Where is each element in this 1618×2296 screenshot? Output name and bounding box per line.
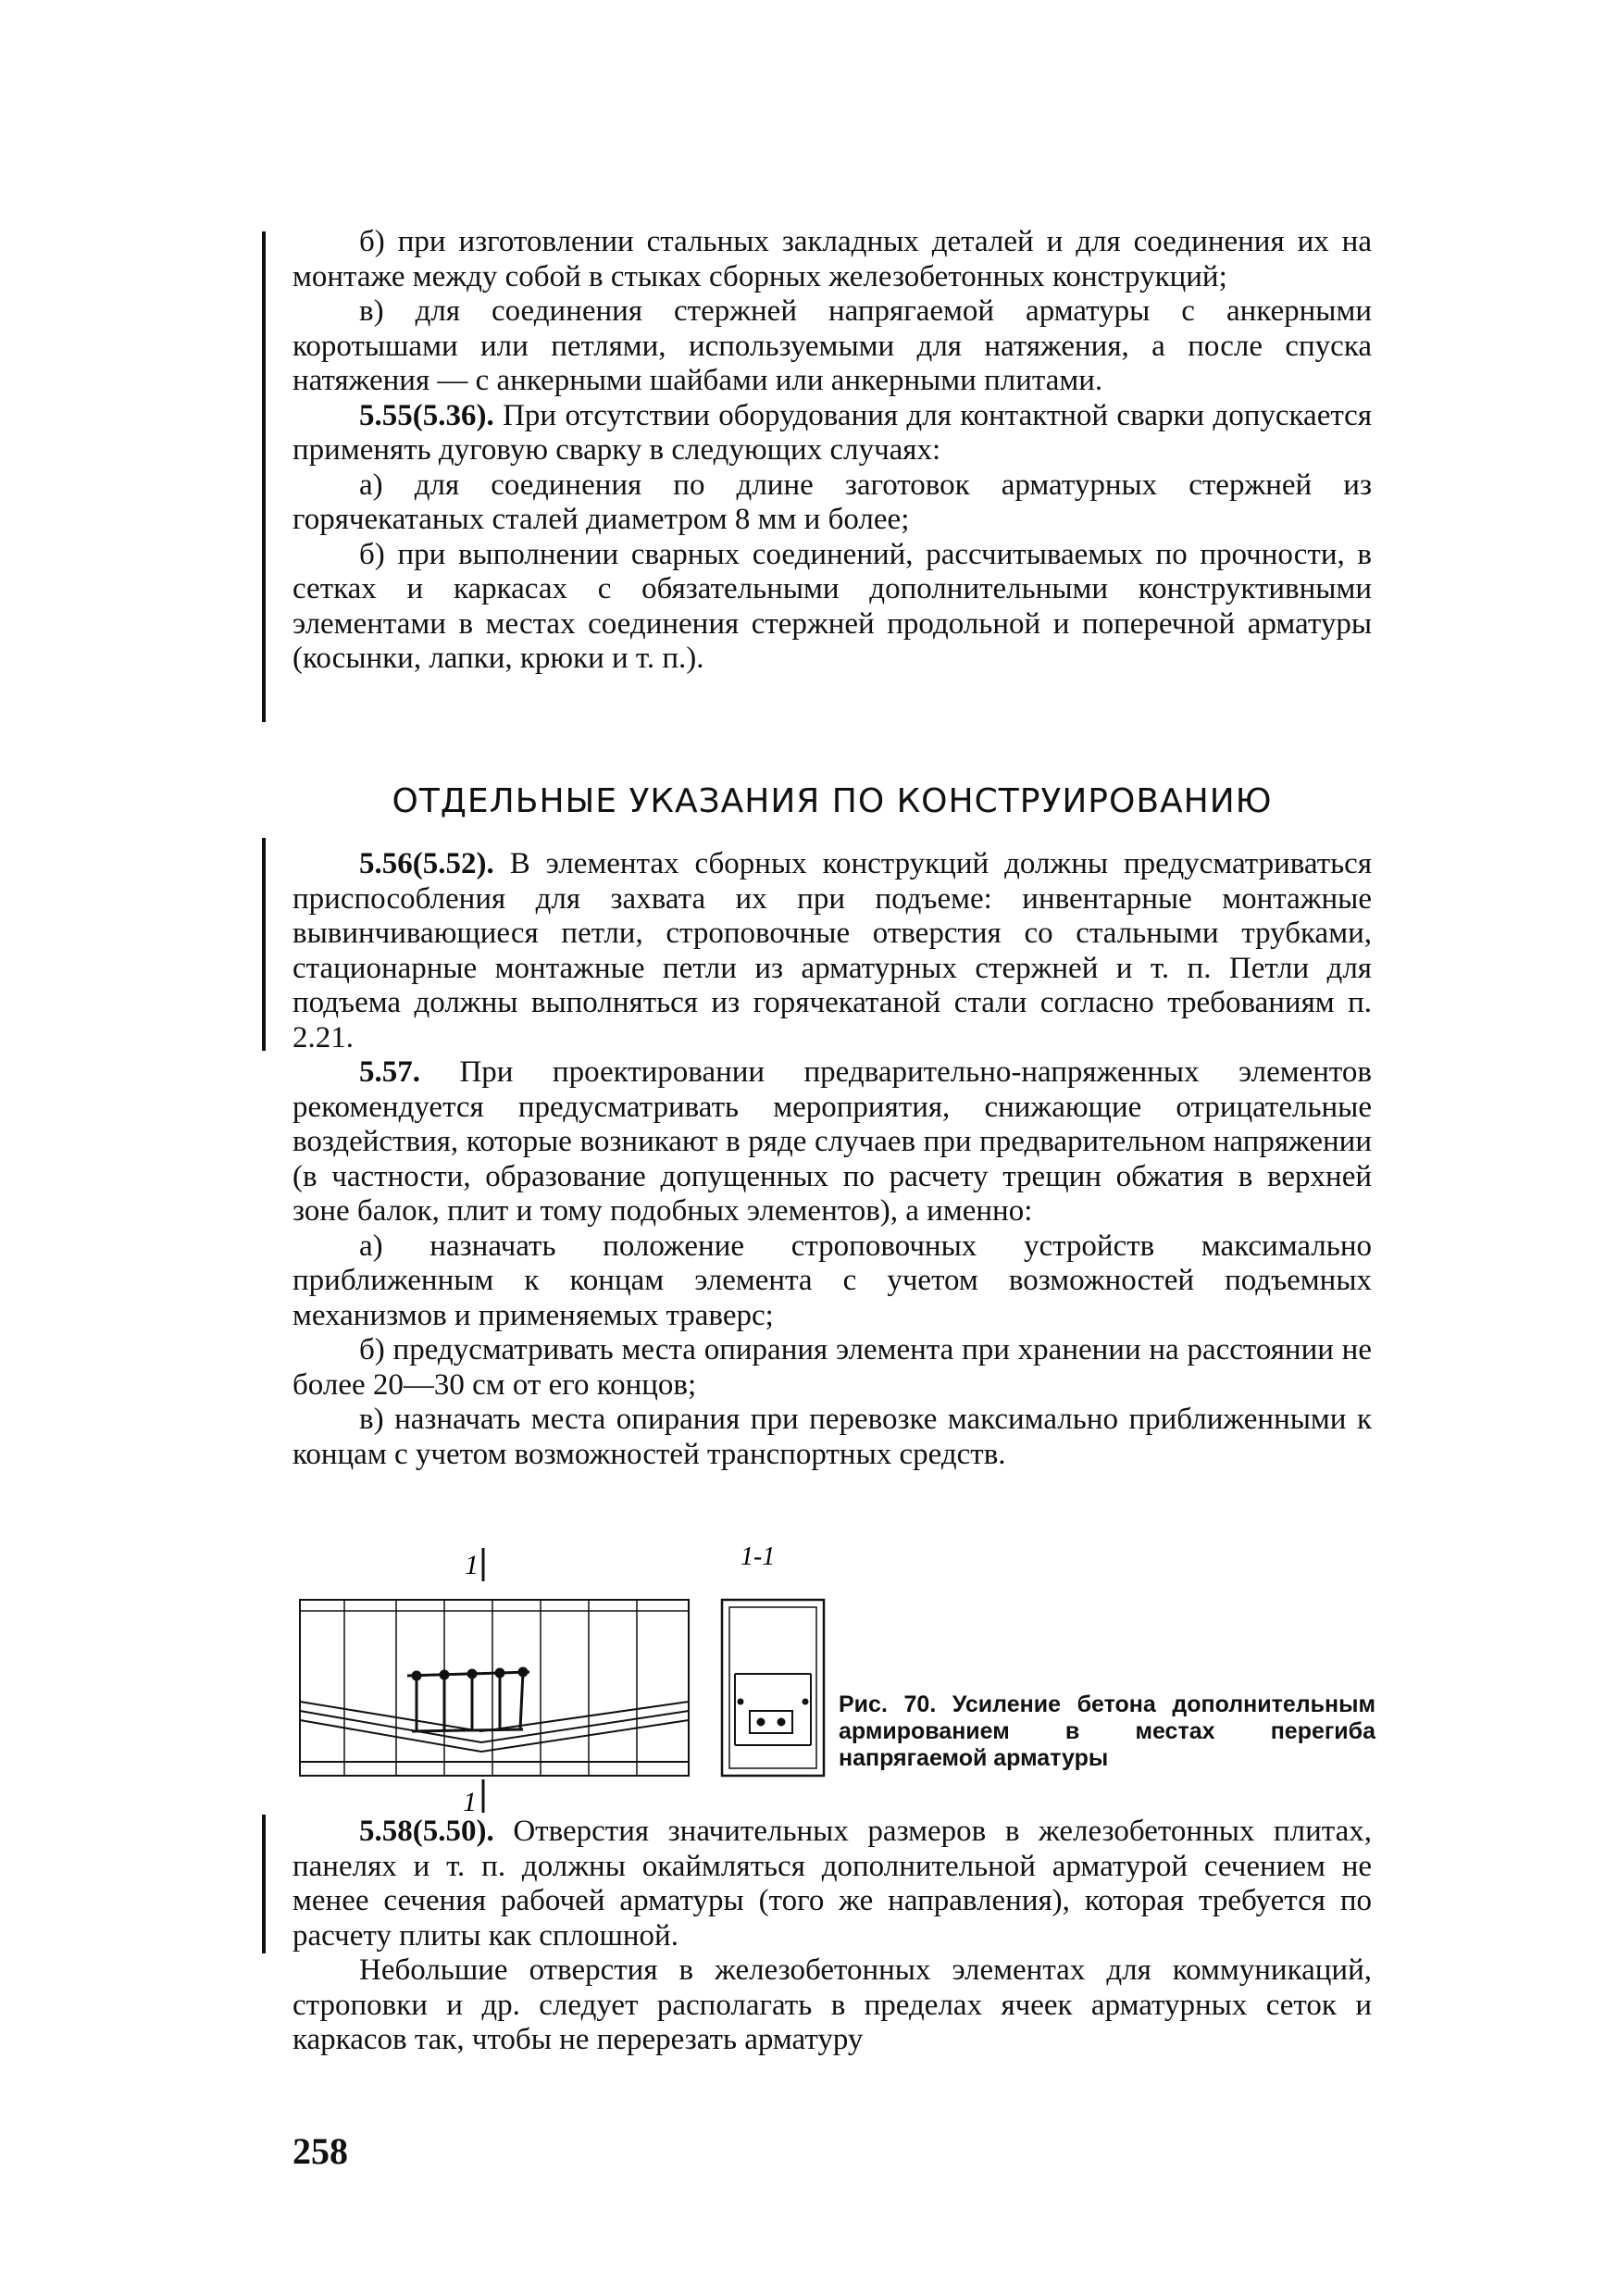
clause-number: 5.58(5.50).: [359, 1815, 494, 1848]
clause-text: При отсутствии оборудования для контактной сварки допускается применять дуговую сварку в следующих случаях:: [292, 398, 1372, 467]
paragraph: [292, 847, 1372, 1055]
paragraph: в) назначать места опирания при перевозке максимально приближенными к концам с учетом возможностей транспортных средств.: [292, 1403, 1372, 1471]
page-number: 258: [292, 2130, 348, 2172]
section-mark-bottom: 1: [463, 1787, 477, 1815]
paragraph: а) назначать положение строповочных устройств максимально приближенным к концам элемента с учетом возможностей подъемных механизмов и применяемых траверс;: [292, 1229, 1372, 1332]
text-block-top: [292, 225, 1372, 677]
clause-text: Отверстия значительных размеров в железобетонных плитах, панелях и т. п. должны окаймляться дополнительной арматурой сечением не менее сечения рабочей арматуры (того же направления), которая требуется по расчету плиты как сплошной.: [292, 1815, 1372, 1953]
paragraph: б) при изготовлении стальных закладных деталей и для соединения их на монтаже между собой в стыках сборных железобетонных конструкций;: [292, 225, 1372, 293]
prestressed-tendons: [300, 1702, 689, 1762]
text-block-middle: [292, 847, 1372, 1472]
text-block-bottom: [292, 1815, 1372, 2058]
clause-number: 5.56(5.52).: [359, 847, 494, 880]
paragraph: Небольшие отверстия в железобетонных элементах для коммуникаций, строповки и др. следует располагать в пределах ячеек арматурных сеток и каркасов так, чтобы не перерезать арматуру: [292, 1953, 1372, 2056]
section-heading: ОТДЕЛЬНЫЕ УКАЗАНИЯ ПО КОНСТРУИРОВАНИЮ: [392, 782, 1273, 820]
clause-number: 5.55(5.36).: [359, 398, 494, 432]
figure-caption: Рис. 70. Усиление бетона дополнительным армированием в местах перегиба напрягаемой арматуры: [839, 1691, 1375, 1771]
paragraph: [292, 399, 1372, 468]
paragraph: б) при выполнении сварных соединений, рассчитываемых по прочности, в сетках и каркасах с обязательными дополнительными конструктивными элементами в местах соединения стержней продольной и поперечной арматуры (косынки, лапки, крюки и т. п.).: [292, 537, 1372, 675]
section-label: 1-1: [741, 1542, 776, 1571]
paragraph: [292, 1055, 1372, 1229]
cross-section-1-1: [722, 1600, 824, 1776]
clause-text: При проектировании предварительно-напряженных элементов рекомендуется предусматривать мероприятия, снижающие отрицательные воздействия, которые возникают в ряде случаев при предварительном напряжении (в частности, образование допущенных по расчету трещин обжатия в верхней зоне балок, плит и тому подобных элементов), а именно:: [292, 1055, 1372, 1228]
clause-number: 5.57.: [359, 1055, 420, 1089]
section-mark-top: 1: [465, 1550, 479, 1580]
revision-bar: [262, 231, 266, 722]
paragraph: а) для соединения по длине заготовок арматурных стержней из горячекатаных сталей диаметром 8 мм и более;: [292, 468, 1372, 536]
paragraph: [292, 1815, 1372, 1953]
paragraph: в) для соединения стержней напрягаемой арматуры с анкерными коротышами или петлями, используемыми для натяжения, а после спуска натяжения — с анкерными шайбами или анкерными плитами.: [292, 294, 1372, 397]
figure-70-drawing: [287, 1537, 842, 1815]
clause-text: В элементах сборных конструкций должны предусматриваться приспособления для захвата их при подъеме: инвентарные монтажные вывинчивающиеся петли, строповочные отверстия со стальными трубками, стационарные монтажные петли из арматурных стержней и т. п. Петли для подъема должны выполняться из горячекатаной стали согласно требованиям п. 2.21.: [292, 847, 1372, 1054]
paragraph: б) предусматривать места опирания элемента при хранении на расстоянии не более 20—30 см от его концов;: [292, 1333, 1372, 1402]
revision-bar: [262, 838, 266, 1051]
revision-bar: [262, 1815, 266, 1953]
